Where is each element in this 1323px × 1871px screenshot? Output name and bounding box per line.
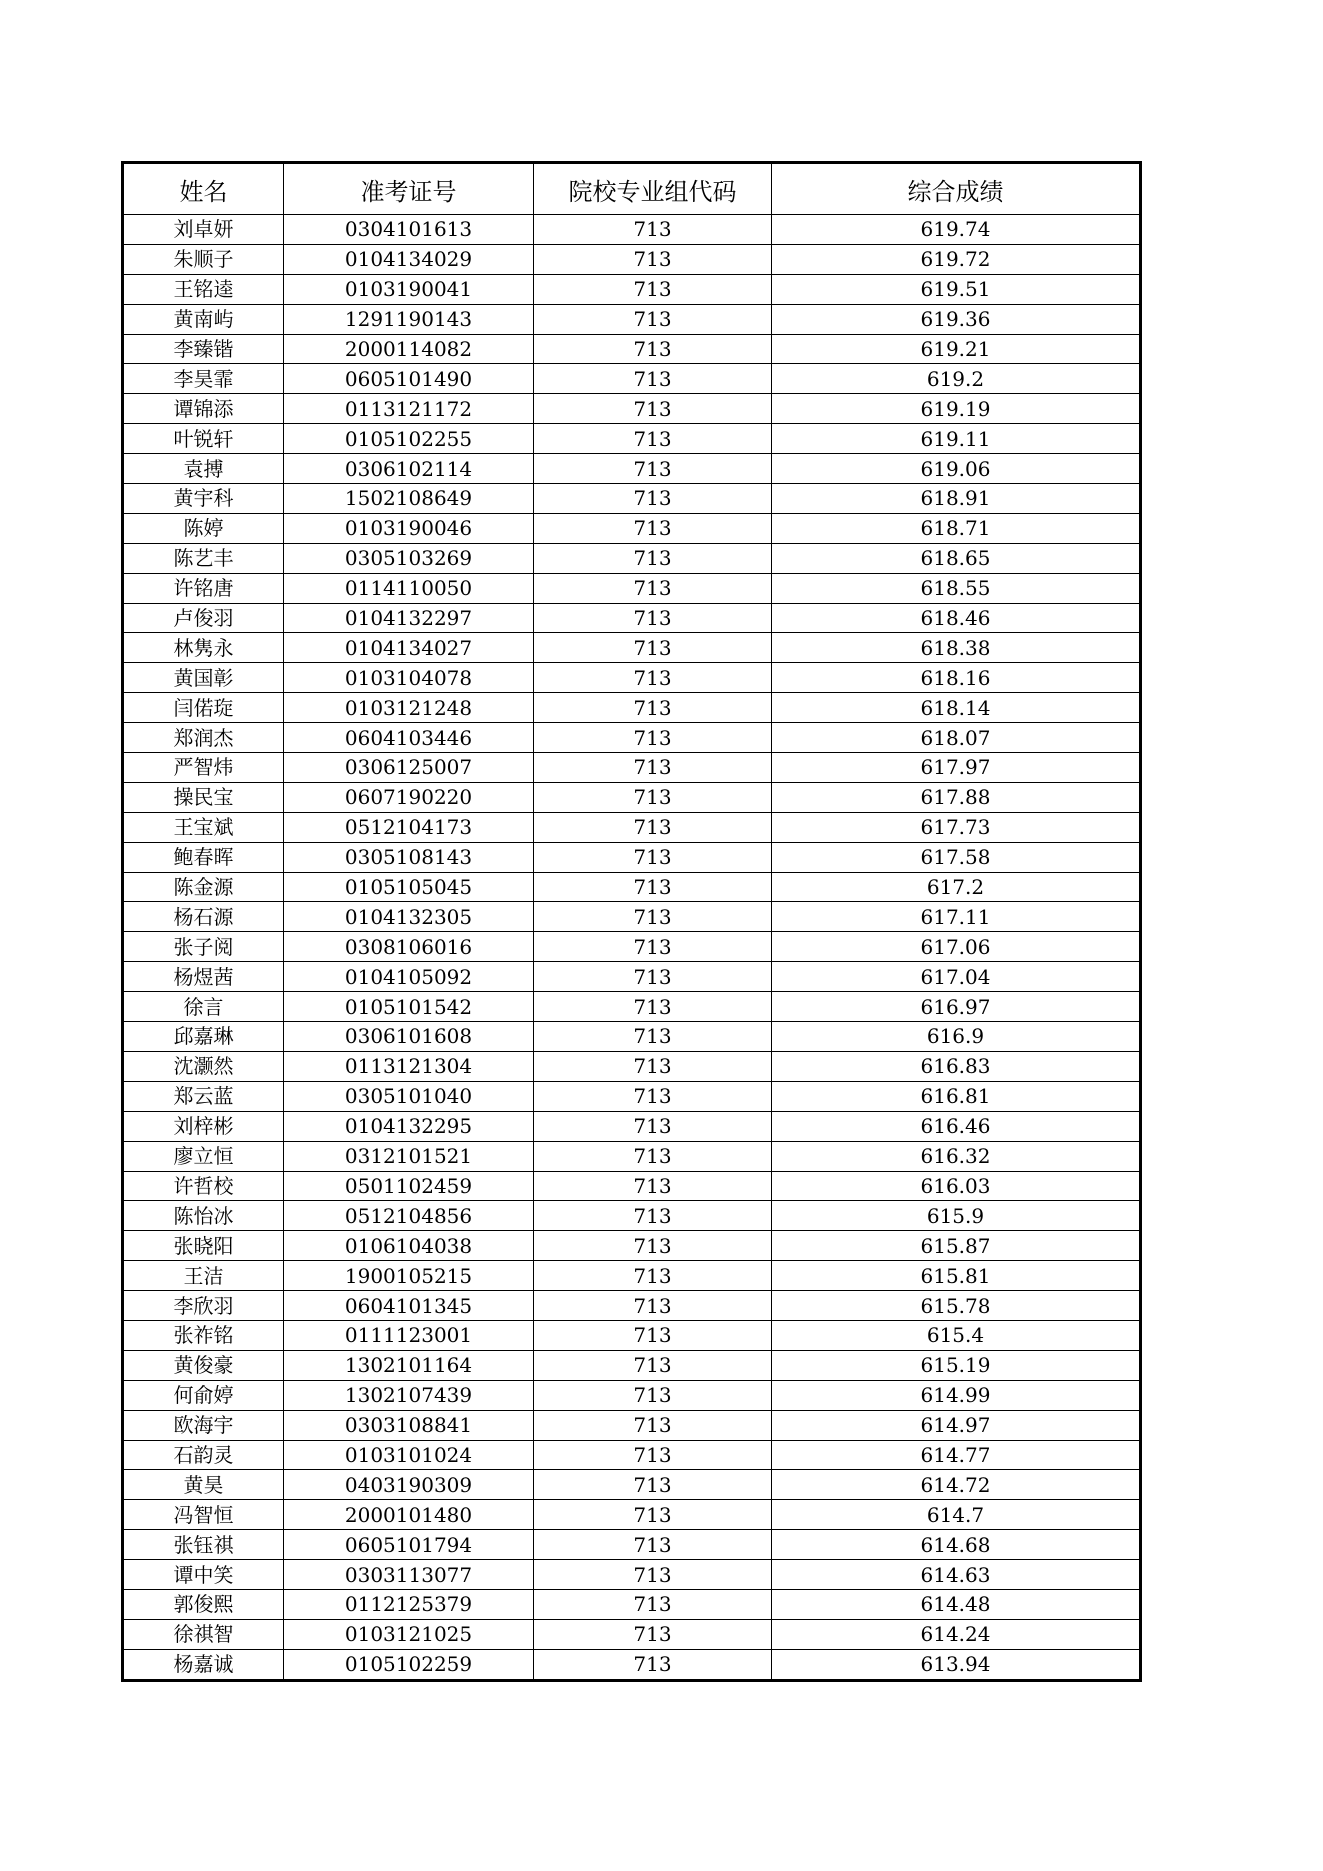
- cell-total-score: 618.71: [772, 513, 1141, 543]
- cell-name: 许哲校: [123, 1171, 284, 1201]
- cell-exam-id: 0104132305: [284, 902, 534, 932]
- cell-exam-id: 0113121304: [284, 1051, 534, 1081]
- cell-name: 杨石源: [123, 902, 284, 932]
- cell-name: 李欣羽: [123, 1291, 284, 1321]
- cell-total-score: 619.21: [772, 334, 1141, 364]
- cell-group-code: 713: [534, 932, 772, 962]
- cell-total-score: 616.03: [772, 1171, 1141, 1201]
- cell-total-score: 619.11: [772, 424, 1141, 454]
- cell-exam-id: 0306102114: [284, 454, 534, 484]
- cell-group-code: 713: [534, 1081, 772, 1111]
- cell-name: 王宝斌: [123, 812, 284, 842]
- cell-name: 张晓阳: [123, 1231, 284, 1261]
- cell-name: 冯智恒: [123, 1500, 284, 1530]
- cell-exam-id: 0501102459: [284, 1171, 534, 1201]
- cell-exam-id: 0104105092: [284, 962, 534, 992]
- cell-exam-id: 1900105215: [284, 1261, 534, 1291]
- cell-total-score: 616.81: [772, 1081, 1141, 1111]
- table-row: [123, 1500, 1141, 1530]
- cell-name: 黄昊: [123, 1470, 284, 1500]
- cell-total-score: 615.87: [772, 1231, 1141, 1261]
- cell-name: 郑云蓝: [123, 1081, 284, 1111]
- table-row: [123, 543, 1141, 573]
- cell-name: 欧海宇: [123, 1410, 284, 1440]
- cell-exam-id: 0605101794: [284, 1530, 534, 1560]
- table-header-row: [123, 163, 1141, 215]
- cell-exam-id: 0304101613: [284, 215, 534, 245]
- cell-name: 闫偌琁: [123, 693, 284, 723]
- cell-name: 林隽永: [123, 633, 284, 663]
- cell-exam-id: 0113121172: [284, 394, 534, 424]
- table-row: [123, 1380, 1141, 1410]
- cell-exam-id: 2000101480: [284, 1500, 534, 1530]
- cell-total-score: 614.63: [772, 1560, 1141, 1590]
- cell-exam-id: 0103190041: [284, 274, 534, 304]
- table-row: [123, 723, 1141, 753]
- cell-group-code: 713: [534, 872, 772, 902]
- cell-group-code: 713: [534, 902, 772, 932]
- table-row: [123, 992, 1141, 1022]
- cell-total-score: 618.55: [772, 573, 1141, 603]
- cell-group-code: 713: [534, 753, 772, 783]
- cell-exam-id: 0104132297: [284, 603, 534, 633]
- table-row: [123, 334, 1141, 364]
- cell-name: 王洁: [123, 1261, 284, 1291]
- cell-name: 陈婷: [123, 513, 284, 543]
- table-row: [123, 364, 1141, 394]
- table-row: [123, 753, 1141, 783]
- cell-group-code: 713: [534, 1171, 772, 1201]
- table-row: [123, 1171, 1141, 1201]
- cell-exam-id: 0303108841: [284, 1410, 534, 1440]
- cell-total-score: 615.19: [772, 1350, 1141, 1380]
- cell-exam-id: 0105102255: [284, 424, 534, 454]
- cell-exam-id: 0111123001: [284, 1320, 534, 1350]
- cell-exam-id: 1502108649: [284, 484, 534, 514]
- cell-total-score: 619.72: [772, 244, 1141, 274]
- cell-group-code: 713: [534, 1350, 772, 1380]
- cell-total-score: 619.51: [772, 274, 1141, 304]
- cell-exam-id: 1302101164: [284, 1350, 534, 1380]
- table-row: [123, 962, 1141, 992]
- cell-exam-id: 0512104173: [284, 812, 534, 842]
- cell-exam-id: 0106104038: [284, 1231, 534, 1261]
- cell-exam-id: 0308106016: [284, 932, 534, 962]
- cell-exam-id: 1291190143: [284, 304, 534, 334]
- cell-name: 严智炜: [123, 753, 284, 783]
- table-row: [123, 1530, 1141, 1560]
- cell-group-code: 713: [534, 723, 772, 753]
- table-row: [123, 1470, 1141, 1500]
- cell-exam-id: 0306101608: [284, 1022, 534, 1052]
- cell-name: 杨煜茜: [123, 962, 284, 992]
- cell-exam-id: 0604103446: [284, 723, 534, 753]
- cell-name: 李昊霏: [123, 364, 284, 394]
- cell-name: 谭锦添: [123, 394, 284, 424]
- cell-group-code: 713: [534, 484, 772, 514]
- cell-total-score: 616.46: [772, 1111, 1141, 1141]
- header-name: 姓名: [123, 163, 284, 215]
- cell-group-code: 713: [534, 304, 772, 334]
- cell-exam-id: 0605101490: [284, 364, 534, 394]
- cell-name: 陈金源: [123, 872, 284, 902]
- cell-exam-id: 0103190046: [284, 513, 534, 543]
- table-row: [123, 1231, 1141, 1261]
- cell-exam-id: 0105105045: [284, 872, 534, 902]
- cell-group-code: 713: [534, 1022, 772, 1052]
- cell-exam-id: 0403190309: [284, 1470, 534, 1500]
- cell-name: 陈怡冰: [123, 1201, 284, 1231]
- cell-exam-id: 0103121025: [284, 1619, 534, 1649]
- cell-name: 许铭唐: [123, 573, 284, 603]
- cell-group-code: 713: [534, 992, 772, 1022]
- table-row: [123, 1619, 1141, 1649]
- cell-name: 李臻锴: [123, 334, 284, 364]
- cell-total-score: 617.06: [772, 932, 1141, 962]
- cell-total-score: 619.36: [772, 304, 1141, 334]
- cell-group-code: 713: [534, 1530, 772, 1560]
- cell-total-score: 614.99: [772, 1380, 1141, 1410]
- table-row: [123, 274, 1141, 304]
- cell-name: 张钰祺: [123, 1530, 284, 1560]
- cell-total-score: 617.58: [772, 842, 1141, 872]
- cell-name: 郑润杰: [123, 723, 284, 753]
- cell-total-score: 618.65: [772, 543, 1141, 573]
- cell-group-code: 713: [534, 1470, 772, 1500]
- cell-group-code: 713: [534, 962, 772, 992]
- cell-group-code: 713: [534, 842, 772, 872]
- table-row: [123, 1350, 1141, 1380]
- table-row: [123, 454, 1141, 484]
- cell-total-score: 618.46: [772, 603, 1141, 633]
- table-row: [123, 842, 1141, 872]
- cell-total-score: 614.48: [772, 1589, 1141, 1619]
- table-row: [123, 693, 1141, 723]
- table-row: [123, 1051, 1141, 1081]
- table-row: [123, 1589, 1141, 1619]
- cell-group-code: 713: [534, 1261, 772, 1291]
- cell-name: 徐言: [123, 992, 284, 1022]
- table-row: [123, 1649, 1141, 1680]
- cell-group-code: 713: [534, 244, 772, 274]
- cell-name: 谭中笑: [123, 1560, 284, 1590]
- cell-exam-id: 0306125007: [284, 753, 534, 783]
- cell-total-score: 614.97: [772, 1410, 1141, 1440]
- cell-group-code: 713: [534, 693, 772, 723]
- cell-total-score: 617.2: [772, 872, 1141, 902]
- cell-exam-id: 0303113077: [284, 1560, 534, 1590]
- cell-total-score: 614.7: [772, 1500, 1141, 1530]
- cell-group-code: 713: [534, 513, 772, 543]
- cell-exam-id: 0104134027: [284, 633, 534, 663]
- cell-group-code: 713: [534, 454, 772, 484]
- table-row: [123, 902, 1141, 932]
- cell-group-code: 713: [534, 543, 772, 573]
- table-row: [123, 663, 1141, 693]
- cell-group-code: 713: [534, 1111, 772, 1141]
- cell-group-code: 713: [534, 1440, 772, 1470]
- cell-exam-id: 0114110050: [284, 573, 534, 603]
- cell-total-score: 618.38: [772, 633, 1141, 663]
- table-row: [123, 1081, 1141, 1111]
- table-row: [123, 304, 1141, 334]
- cell-exam-id: 0104134029: [284, 244, 534, 274]
- cell-total-score: 617.73: [772, 812, 1141, 842]
- cell-total-score: 615.78: [772, 1291, 1141, 1321]
- cell-exam-id: 1302107439: [284, 1380, 534, 1410]
- cell-name: 徐祺智: [123, 1619, 284, 1649]
- table-row: [123, 1291, 1141, 1321]
- header-group-code: 院校专业组代码: [534, 163, 772, 215]
- cell-group-code: 713: [534, 573, 772, 603]
- cell-name: 黄南屿: [123, 304, 284, 334]
- cell-total-score: 619.06: [772, 454, 1141, 484]
- table-row: [123, 215, 1141, 245]
- cell-total-score: 618.91: [772, 484, 1141, 514]
- table-row: [123, 633, 1141, 663]
- cell-group-code: 713: [534, 1231, 772, 1261]
- cell-total-score: 615.81: [772, 1261, 1141, 1291]
- cell-name: 黄国彰: [123, 663, 284, 693]
- cell-group-code: 713: [534, 812, 772, 842]
- cell-name: 刘梓彬: [123, 1111, 284, 1141]
- cell-group-code: 713: [534, 1320, 772, 1350]
- cell-exam-id: 0512104856: [284, 1201, 534, 1231]
- cell-total-score: 615.4: [772, 1320, 1141, 1350]
- cell-group-code: 713: [534, 1291, 772, 1321]
- cell-total-score: 614.72: [772, 1470, 1141, 1500]
- cell-name: 杨嘉诚: [123, 1649, 284, 1680]
- cell-total-score: 617.97: [772, 753, 1141, 783]
- cell-group-code: 713: [534, 663, 772, 693]
- table-row: [123, 603, 1141, 633]
- cell-group-code: 713: [534, 215, 772, 245]
- cell-name: 何俞婷: [123, 1380, 284, 1410]
- cell-name: 卢俊羽: [123, 603, 284, 633]
- cell-total-score: 613.94: [772, 1649, 1141, 1680]
- cell-name: 刘卓妍: [123, 215, 284, 245]
- cell-group-code: 713: [534, 1380, 772, 1410]
- cell-name: 陈艺丰: [123, 543, 284, 573]
- table-row: [123, 1410, 1141, 1440]
- cell-exam-id: 0112125379: [284, 1589, 534, 1619]
- cell-exam-id: 0305108143: [284, 842, 534, 872]
- table-row: [123, 1440, 1141, 1470]
- cell-name: 邱嘉琳: [123, 1022, 284, 1052]
- table-row: [123, 1111, 1141, 1141]
- table-row: [123, 1320, 1141, 1350]
- cell-total-score: 618.14: [772, 693, 1141, 723]
- cell-name: 沈灏然: [123, 1051, 284, 1081]
- cell-group-code: 713: [534, 603, 772, 633]
- table-row: [123, 484, 1141, 514]
- cell-name: 叶锐轩: [123, 424, 284, 454]
- cell-total-score: 616.32: [772, 1141, 1141, 1171]
- cell-exam-id: 0607190220: [284, 782, 534, 812]
- cell-group-code: 713: [534, 334, 772, 364]
- cell-exam-id: 0305101040: [284, 1081, 534, 1111]
- cell-name: 黄宇科: [123, 484, 284, 514]
- cell-exam-id: 0105101542: [284, 992, 534, 1022]
- cell-group-code: 713: [534, 1589, 772, 1619]
- cell-group-code: 713: [534, 1141, 772, 1171]
- cell-group-code: 713: [534, 424, 772, 454]
- cell-exam-id: 2000114082: [284, 334, 534, 364]
- cell-total-score: 618.16: [772, 663, 1141, 693]
- cell-name: 廖立恒: [123, 1141, 284, 1171]
- cell-total-score: 619.2: [772, 364, 1141, 394]
- cell-exam-id: 0105102259: [284, 1649, 534, 1680]
- cell-name: 朱顺子: [123, 244, 284, 274]
- cell-total-score: 617.88: [772, 782, 1141, 812]
- cell-name: 王铭逵: [123, 274, 284, 304]
- table-row: [123, 932, 1141, 962]
- cell-group-code: 713: [534, 1500, 772, 1530]
- table-row: [123, 513, 1141, 543]
- cell-group-code: 713: [534, 364, 772, 394]
- table-row: [123, 573, 1141, 603]
- cell-name: 袁搏: [123, 454, 284, 484]
- table-row: [123, 782, 1141, 812]
- cell-total-score: 617.04: [772, 962, 1141, 992]
- cell-exam-id: 0103101024: [284, 1440, 534, 1470]
- header-exam-id: 准考证号: [284, 163, 534, 215]
- table-row: [123, 1261, 1141, 1291]
- cell-group-code: 713: [534, 394, 772, 424]
- table-row: [123, 1141, 1141, 1171]
- cell-group-code: 713: [534, 1560, 772, 1590]
- table-row: [123, 1022, 1141, 1052]
- cell-group-code: 713: [534, 782, 772, 812]
- cell-group-code: 713: [534, 1649, 772, 1680]
- cell-exam-id: 0312101521: [284, 1141, 534, 1171]
- cell-group-code: 713: [534, 274, 772, 304]
- cell-name: 郭俊熙: [123, 1589, 284, 1619]
- cell-total-score: 614.77: [772, 1440, 1141, 1470]
- cell-exam-id: 0103104078: [284, 663, 534, 693]
- header-total-score: 综合成绩: [772, 163, 1141, 215]
- cell-exam-id: 0104132295: [284, 1111, 534, 1141]
- table-row: [123, 424, 1141, 454]
- cell-name: 黄俊豪: [123, 1350, 284, 1380]
- table-row: [123, 812, 1141, 842]
- table-row: [123, 244, 1141, 274]
- cell-total-score: 619.19: [772, 394, 1141, 424]
- cell-group-code: 713: [534, 1619, 772, 1649]
- cell-total-score: 616.83: [772, 1051, 1141, 1081]
- cell-exam-id: 0103121248: [284, 693, 534, 723]
- cell-total-score: 614.68: [772, 1530, 1141, 1560]
- cell-total-score: 614.24: [772, 1619, 1141, 1649]
- cell-group-code: 713: [534, 1051, 772, 1081]
- cell-total-score: 616.9: [772, 1022, 1141, 1052]
- cell-name: 张子阅: [123, 932, 284, 962]
- cell-group-code: 713: [534, 1201, 772, 1231]
- table-row: [123, 1201, 1141, 1231]
- cell-name: 操民宝: [123, 782, 284, 812]
- table-row: [123, 1560, 1141, 1590]
- score-table: [121, 161, 1142, 1682]
- cell-total-score: 618.07: [772, 723, 1141, 753]
- cell-total-score: 615.9: [772, 1201, 1141, 1231]
- table-row: [123, 872, 1141, 902]
- cell-name: 鲍春晖: [123, 842, 284, 872]
- cell-name: 张祚铭: [123, 1320, 284, 1350]
- cell-total-score: 619.74: [772, 215, 1141, 245]
- table-body: [123, 215, 1141, 1681]
- cell-total-score: 617.11: [772, 902, 1141, 932]
- cell-name: 石韵灵: [123, 1440, 284, 1470]
- cell-exam-id: 0604101345: [284, 1291, 534, 1321]
- cell-group-code: 713: [534, 633, 772, 663]
- cell-total-score: 616.97: [772, 992, 1141, 1022]
- cell-group-code: 713: [534, 1410, 772, 1440]
- cell-exam-id: 0305103269: [284, 543, 534, 573]
- table-row: [123, 394, 1141, 424]
